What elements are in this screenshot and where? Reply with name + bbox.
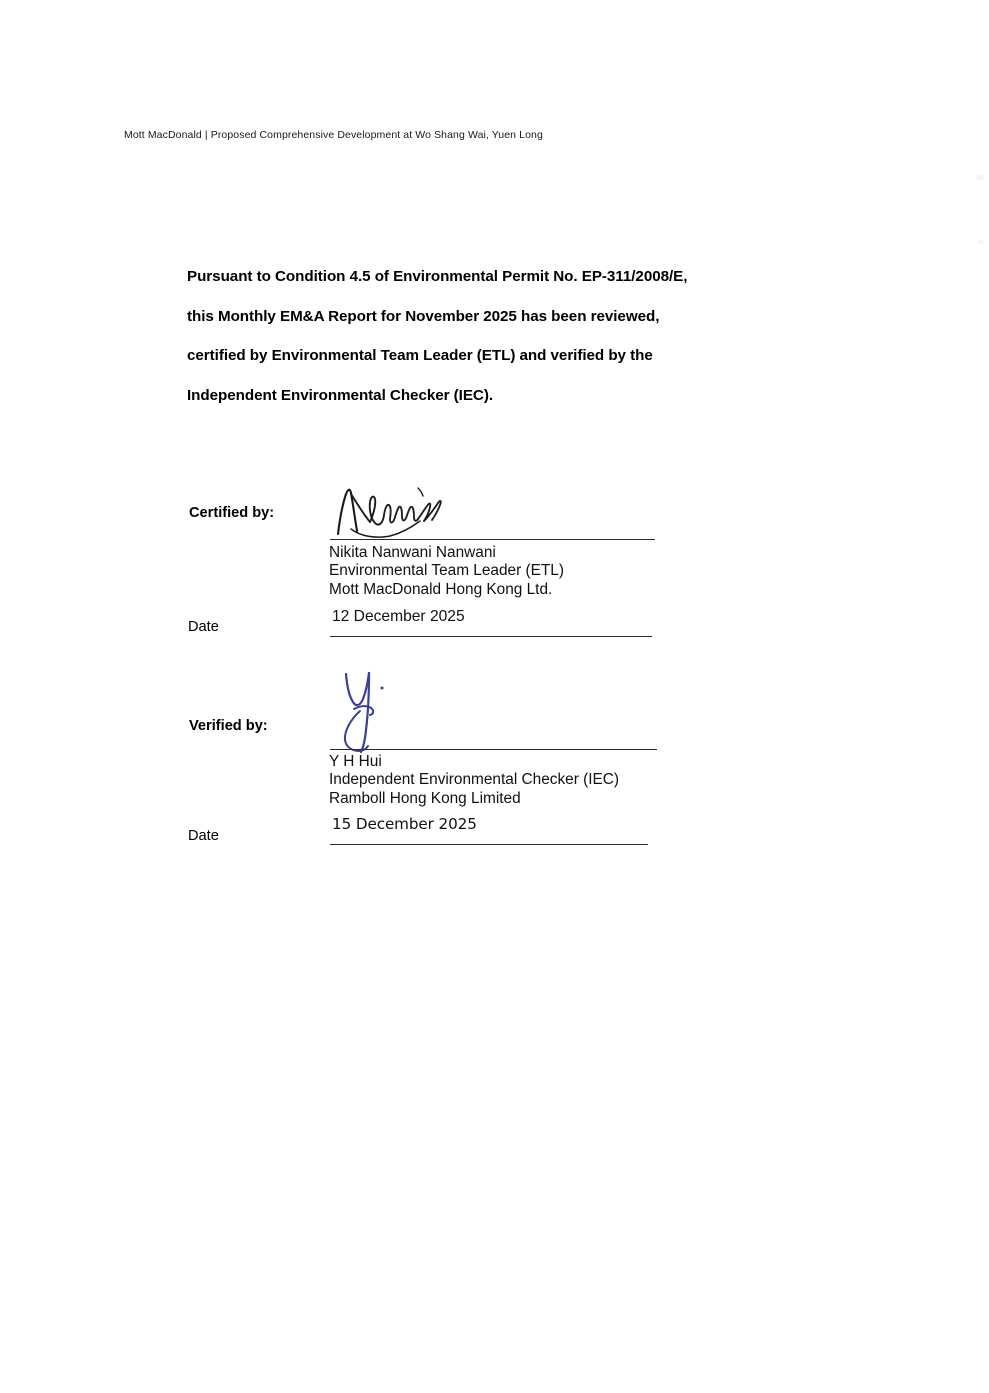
- statement-line-3: certified by Environmental Team Leader (ETL) and verified by the: [187, 347, 653, 364]
- statement-line-4: Independent Environmental Checker (IEC).: [187, 386, 494, 404]
- scan-artifact: [977, 240, 984, 244]
- iec-signature-ink: [330, 664, 660, 754]
- statement-line-2: this Monthly EM&A Report for November 2025 has been reviewed,: [187, 307, 660, 325]
- statement-line-1: Pursuant to Condition 4.5 of Environmental Permit No. EP-311/2008/E,: [187, 268, 688, 285]
- etl-date-value: 12 December 2025: [332, 608, 465, 625]
- iec-signature-rule: [330, 749, 657, 750]
- etl-signature-ink: [330, 477, 660, 539]
- etl-company: Mott MacDonald Hong Kong Ltd.: [329, 580, 553, 598]
- etl-title: Environmental Team Leader (ETL): [329, 562, 564, 580]
- etl-date-rule: [330, 636, 652, 637]
- iec-date-label: Date: [188, 828, 219, 844]
- verified-by-label: Verified by:: [189, 718, 268, 734]
- etl-signature-rule: [330, 539, 655, 540]
- etl-date-label: Date: [188, 619, 219, 635]
- iec-company: Ramboll Hong Kong Limited: [329, 789, 521, 807]
- etl-identity: [329, 544, 564, 599]
- certified-by-label: Certified by:: [189, 505, 275, 521]
- running-header: Mott MacDonald | Proposed Comprehensive Development at Wo Shang Wai, Yuen Long: [124, 129, 543, 141]
- iec-title: Independent Environmental Checker (IEC): [329, 771, 620, 789]
- iec-name: Y H Hui: [329, 753, 382, 770]
- iec-date-value: 15 December 2025: [332, 815, 477, 833]
- certification-statement: [187, 257, 747, 415]
- scan-artifact: [976, 175, 984, 180]
- etl-name: Nikita Nanwani Nanwani: [329, 544, 496, 561]
- iec-date-rule: [330, 844, 648, 845]
- iec-identity: [329, 753, 619, 808]
